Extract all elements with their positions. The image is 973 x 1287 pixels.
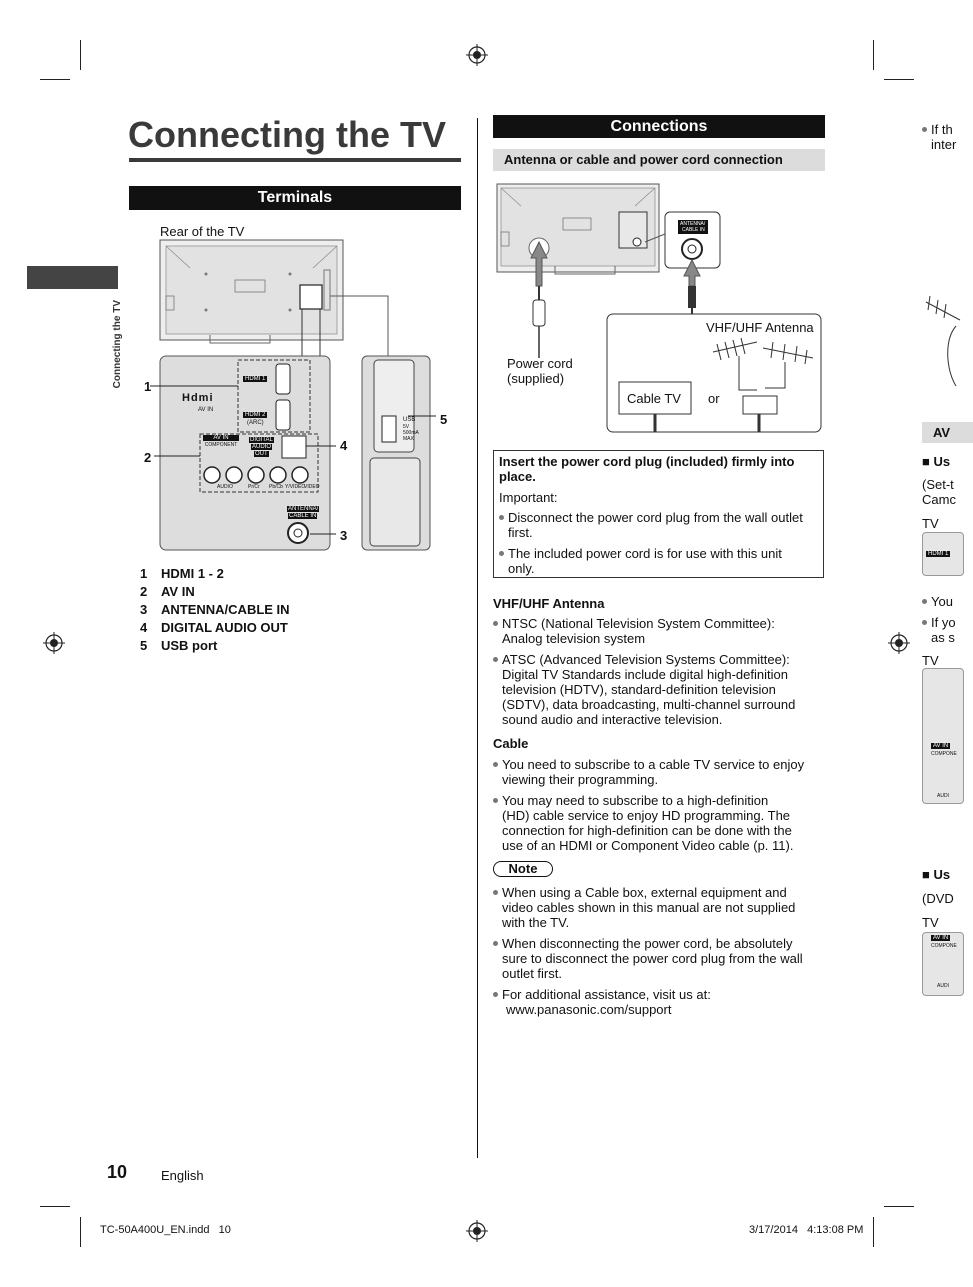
vhf-heading: VHF/UHF Antenna: [493, 596, 605, 611]
fragment-heading: [922, 867, 950, 882]
list-item-number: 4: [140, 620, 148, 635]
cable-bullet: [493, 793, 793, 853]
note-bullet: [493, 987, 711, 1017]
bullet-line: When disconnecting the power cord, be absolutely: [502, 936, 793, 951]
usb-spec: 500mA: [403, 430, 419, 436]
bullet-line: If yo: [931, 615, 956, 630]
digital-audio-tag-2: AUDIO: [252, 444, 272, 450]
registration-mark-icon: [466, 1220, 488, 1242]
callout-4: 4: [340, 438, 348, 453]
bullet-line: Analog television system: [502, 631, 646, 646]
or-label: or: [708, 391, 720, 406]
usb-spec: 5V: [403, 424, 410, 430]
bullet-line: If th: [931, 122, 953, 137]
crop-mark: [40, 1206, 70, 1207]
crop-mark: [40, 79, 70, 80]
jack-label: Pb/Cb: [269, 484, 283, 490]
panel-av-in-small: AV IN: [198, 407, 214, 413]
bullet-line: You need to subscribe to a cable TV service to enjoy: [502, 757, 805, 772]
fragment-text: Camc: [922, 492, 956, 507]
crop-mark: [884, 79, 914, 80]
cable-heading: Cable: [493, 736, 529, 751]
square-bullet-icon: ■: [922, 454, 930, 469]
connections-subheading: Antenna or cable and power cord connection: [493, 149, 825, 171]
bullet-line: video cables shown in this manual are not supplied: [502, 900, 796, 915]
av-in-tag: AV IN: [203, 435, 239, 441]
page-language: English: [161, 1168, 204, 1183]
component-tag: COMPONENT: [204, 442, 238, 448]
bullet-line: (HD) cable service to enjoy HD programming. The: [502, 808, 791, 823]
hdmi-logo: Hdmi: [182, 392, 214, 404]
list-item-number: 3: [140, 602, 148, 617]
square-bullet-icon: ■: [922, 867, 930, 882]
antenna-cable-tag-2: CABLE IN: [682, 227, 705, 233]
callout-1: 1: [144, 379, 152, 394]
callout-2: 2: [144, 450, 152, 465]
fragment-av-box: [922, 932, 964, 996]
fragment-bullet: [922, 615, 956, 645]
jack-label: AUDIO: [217, 484, 233, 490]
warning-bullet: [499, 546, 782, 576]
fragment-audio-tag: AUDI: [937, 793, 949, 799]
antenna-tag-2: CABLE IN: [289, 513, 317, 519]
fragment-text: (DVD: [922, 891, 954, 906]
list-item: [140, 638, 440, 654]
tv-rear-illustration: [160, 240, 343, 343]
terminals-list: [140, 566, 440, 656]
jack-label: VIDEO: [304, 484, 320, 490]
fragment-text: (Set-t: [922, 477, 954, 492]
fragment-heading-text: Us: [933, 454, 951, 469]
bullet-line: sound audio and interactive television.: [502, 712, 723, 727]
side-tab-label: Connecting the TV: [112, 300, 123, 389]
bullet-line: You may need to subscribe to a high-definition: [502, 793, 769, 808]
cable-tv-label: Cable TV: [627, 391, 681, 406]
jack-label: Pr/Cr: [248, 484, 260, 490]
bullet-line: inter: [931, 137, 957, 152]
rear-of-tv-label: Rear of the TV: [160, 224, 245, 239]
fragment-bullet: You: [922, 594, 953, 609]
fragment-tv-label: TV: [922, 516, 939, 531]
registration-mark-icon: [466, 44, 488, 66]
arc-tag: (ARC): [247, 420, 264, 426]
bullet-line: For additional assistance, visit us at:: [502, 987, 711, 1002]
terminal-panel: [160, 356, 330, 550]
support-link[interactable]: www.panasonic.com/support: [506, 1002, 672, 1017]
warning-line: place.: [499, 469, 536, 484]
warning-line: Insert the power cord plug (included) firmly into: [499, 454, 795, 469]
footer-file: TC-50A400U_EN.indd 10: [100, 1224, 231, 1236]
bullet-line: connection for high-definition can be done with the: [502, 823, 792, 838]
list-item-label: USB port: [161, 638, 218, 653]
bullet-line: (SDTV), data broadcasting, multi-channel surround: [502, 697, 796, 712]
page-title: Connecting the TV: [128, 114, 446, 155]
list-item: [140, 602, 440, 618]
fragment-heading-text: Us: [933, 867, 951, 882]
crop-mark: [873, 40, 874, 70]
jack-label: Y/VIDEO: [285, 484, 306, 490]
vhf-bullet: [493, 616, 775, 646]
list-item: [140, 566, 440, 582]
power-cord-label: Power cord: [507, 356, 573, 371]
list-item-number: 1: [140, 566, 148, 581]
registration-mark-icon: [43, 632, 65, 654]
fragment-bullet: [922, 122, 956, 152]
antenna-cable-tag-1: ANTENNA/: [680, 221, 706, 227]
bullet-line: first.: [508, 525, 533, 540]
bullet-line: Digital TV Standards include digital high-definition: [502, 667, 788, 682]
usb-spec: MAX: [403, 436, 414, 442]
antenna-tag-1: ANTENNA/: [288, 506, 319, 512]
list-item-label: AV IN: [161, 584, 195, 599]
fragment-av-in-tag: AV IN: [933, 743, 949, 749]
hdmi2-tag: HDMI 2: [245, 412, 266, 418]
fragment-tv-label: TV: [922, 915, 939, 930]
footer-date: 3/17/2014 4:13:08 PM: [749, 1224, 864, 1236]
fragment-hdmi-tag: HDMI 1: [928, 551, 949, 557]
list-item-label: HDMI 1 - 2: [161, 566, 224, 581]
bullet-line: outlet first.: [502, 966, 562, 981]
bullet-line: When using a Cable box, external equipment and: [502, 885, 787, 900]
note-label: Note: [493, 861, 553, 877]
vhf-uhf-label: VHF/UHF Antenna: [706, 320, 814, 335]
fragment-heading: [922, 454, 950, 469]
bullet-line: NTSC (National Television System Committee):: [502, 616, 775, 631]
bullet-line: as s: [931, 630, 955, 645]
fragment-av-box: [922, 668, 964, 804]
fragment-av-label: AV: [933, 425, 951, 440]
tv-rear-illustration: [497, 184, 659, 274]
column-divider: [477, 118, 478, 1158]
fragment-audio-tag: AUDI: [937, 983, 949, 989]
callout-5: 5: [440, 412, 448, 427]
fragment-av-bar: [922, 422, 973, 443]
warning-bullet: [499, 510, 803, 540]
antenna-icon: [920, 290, 960, 390]
list-item: [140, 584, 440, 600]
crop-mark: [884, 1206, 914, 1207]
digital-audio-tag-1: DIGITAL: [250, 437, 273, 443]
list-item-label: DIGITAL AUDIO OUT: [161, 620, 288, 635]
crop-mark: [80, 40, 81, 70]
usb-side-panel: [362, 356, 430, 550]
bullet-line: ATSC (Advanced Television Systems Committee):: [502, 652, 790, 667]
bullet-line: viewing their programming.: [502, 772, 659, 787]
note-bullet: [493, 936, 803, 981]
registration-mark-icon: [888, 632, 910, 654]
bullet-line: with the TV.: [502, 915, 570, 930]
bullet-line: only.: [508, 561, 535, 576]
list-item-number: 2: [140, 584, 148, 599]
fragment-component-tag: COMPONE: [931, 751, 957, 757]
fragment-hdmi-box: [922, 532, 964, 576]
bullet-line: sure to disconnect the power cord plug from the wall: [502, 951, 803, 966]
vhf-bullet: [493, 652, 795, 727]
fragment-av-in-tag: AV IN: [933, 935, 949, 941]
fragment-component-tag: COMPONE: [931, 943, 957, 949]
connections-heading: Connections: [493, 115, 825, 138]
usb-tag: USB: [403, 417, 416, 423]
bullet-line: Disconnect the power cord plug from the wall outlet: [508, 510, 803, 525]
hdmi1-tag: HDMI 1: [245, 376, 266, 382]
page-number: 10: [107, 1162, 128, 1182]
bullet-line: use of an HDMI or Component Video cable (p. 11).: [502, 838, 794, 853]
crop-mark: [80, 1217, 81, 1247]
fragment-tv-label: TV: [922, 653, 939, 668]
next-page-fragment: [918, 110, 957, 1030]
side-tab-marker: [27, 266, 118, 289]
bullet-line: The included power cord is for use with this unit: [508, 546, 782, 561]
digital-audio-tag-3: OUT: [255, 451, 268, 457]
power-cord-supplied-label: (supplied): [507, 371, 565, 386]
terminals-heading: Terminals: [129, 186, 461, 210]
important-label: Important:: [499, 490, 558, 505]
cable-bullet: [493, 757, 804, 787]
bullet-line: television (HDTV), standard-definition television: [502, 682, 776, 697]
list-item-label: ANTENNA/CABLE IN: [161, 602, 290, 617]
title-underline: [129, 158, 461, 162]
crop-mark: [873, 1217, 874, 1247]
callout-3: 3: [340, 528, 348, 543]
list-item: [140, 620, 440, 636]
note-bullet: [493, 885, 795, 930]
list-item-number: 5: [140, 638, 148, 653]
